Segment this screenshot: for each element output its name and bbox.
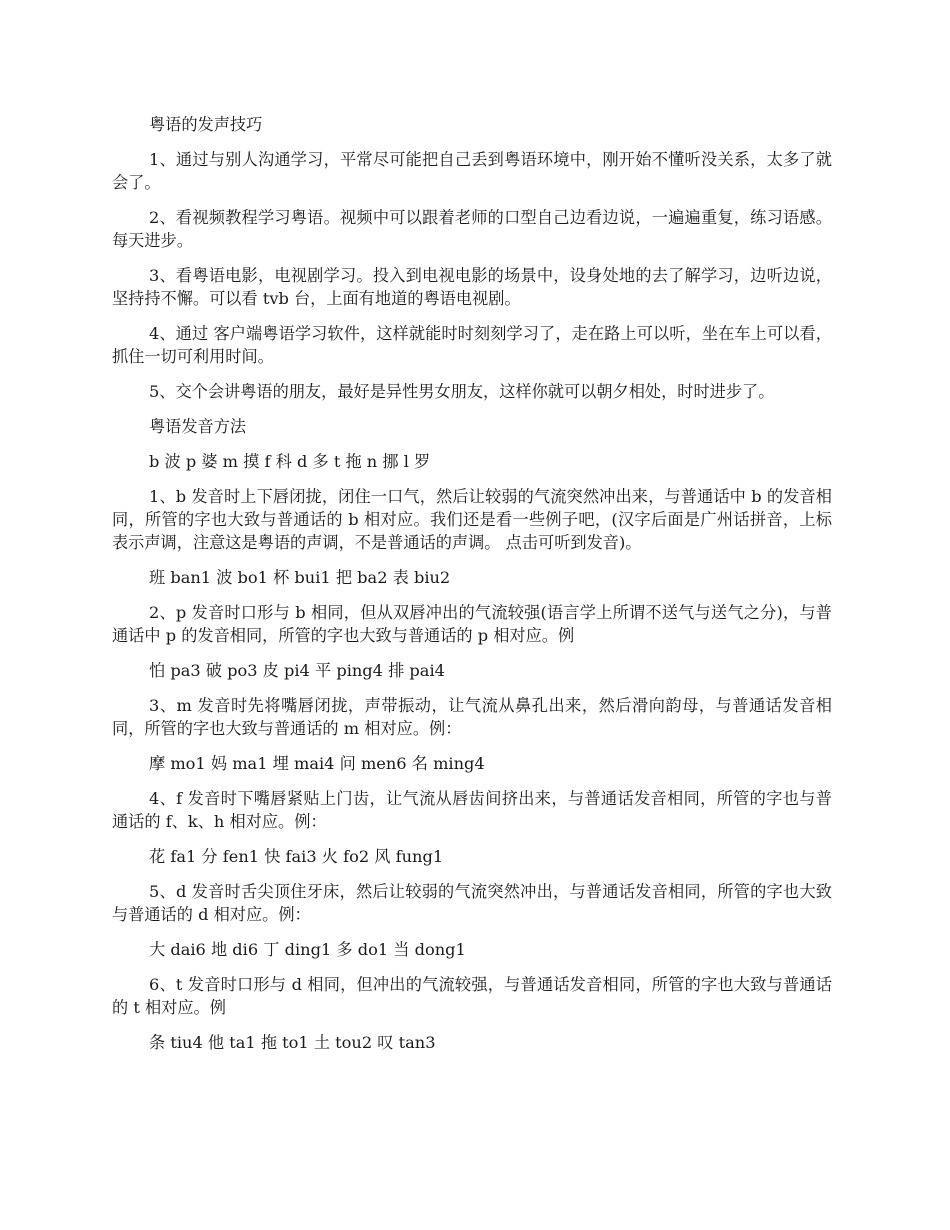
paragraph: 6、t 发音时口形与 d 相同，但冲出的气流较强，与普通话发音相同，所管的字也大致与普通话的 t 相对应。例 bbox=[112, 975, 832, 1017]
initials-list: b 波 p 婆 m 摸 f 科 d 多 t 拖 n 挪 l 罗 bbox=[149, 452, 431, 471]
paragraph: 3、看粤语电影，电视剧学习。投入到电视电影的场景中，设身处地的去了解学习，边听边说，坚持持不懈。可以看 tvb 台，上面有地道的粤语电视剧。 bbox=[112, 266, 832, 308]
paragraph: 2、看视频教程学习粤语。视频中可以跟着老师的口型自己边看边说，一遍遍重复，练习语感。每天进步。 bbox=[112, 208, 832, 250]
paragraph: 4、f 发音时下嘴唇紧贴上门齿，让气流从唇齿间挤出来，与普通话发音相同，所管的字也与普通话的 f、k、h 相对应。例： bbox=[112, 789, 832, 831]
paragraph: 1、通过与别人沟通学习，平常尽可能把自己丢到粤语环境中，刚开始不懂听没关系，太多了就会了。 bbox=[112, 150, 832, 192]
example-line: 大 dai6 地 di6 丁 ding1 多 do1 当 dong1 bbox=[149, 940, 466, 959]
paragraph: 5、交个会讲粤语的朋友，最好是异性男女朋友，这样你就可以朝夕相处，时时进步了。 bbox=[149, 382, 775, 401]
example-line: 班 ban1 波 bo1 杯 bui1 把 ba2 表 biu2 bbox=[149, 568, 451, 587]
paragraph: 4、通过 客户端粤语学习软件，这样就能时时刻刻学习了，走在路上可以听，坐在车上可以看，抓住一切可利用时间。 bbox=[112, 324, 832, 366]
example-line: 摩 mo1 妈 ma1 埋 mai4 问 men6 名 ming4 bbox=[149, 754, 485, 773]
document-body bbox=[112, 113, 832, 1066]
paragraph: 1、b 发音时上下唇闭拢，闭住一口气，然后让较弱的气流突然冲出来，与普通话中 b 的发音相同，所管的字也大致与普通话的 b 相对应。我们还是看一些例子吧，(汉字后面是广州话拼音，上标表示声调，注意这是粤语的声调，不是普通话的声调。 点击可听到发音)。 bbox=[112, 487, 832, 552]
paragraph: 2、p 发音时口形与 b 相同，但从双唇冲出的气流较强(语言学上所谓不送气与送气之分)，与普通话中 p 的发音相同，所管的字也大致与普通话的 p 相对应。例 bbox=[112, 603, 832, 645]
paragraph: 5、d 发音时舌尖顶住牙床，然后让较弱的气流突然冲出，与普通话发音相同，所管的字也大致与普通话的 d 相对应。例： bbox=[112, 882, 832, 924]
section-heading: 粤语的发声技巧 bbox=[149, 115, 263, 134]
section-heading: 粤语发音方法 bbox=[149, 417, 247, 436]
example-line: 花 fa1 分 fen1 快 fai3 火 fo2 风 fung1 bbox=[149, 847, 444, 866]
paragraph: 3、m 发音时先将嘴唇闭拢，声带振动，让气流从鼻孔出来，然后滑向韵母，与普通话发音相同，所管的字也大致与普通话的 m 相对应。例： bbox=[112, 696, 832, 738]
example-line: 条 tiu4 他 ta1 拖 to1 土 tou2 叹 tan3 bbox=[149, 1033, 436, 1052]
example-line: 怕 pa3 破 po3 皮 pi4 平 ping4 排 pai4 bbox=[149, 661, 445, 680]
